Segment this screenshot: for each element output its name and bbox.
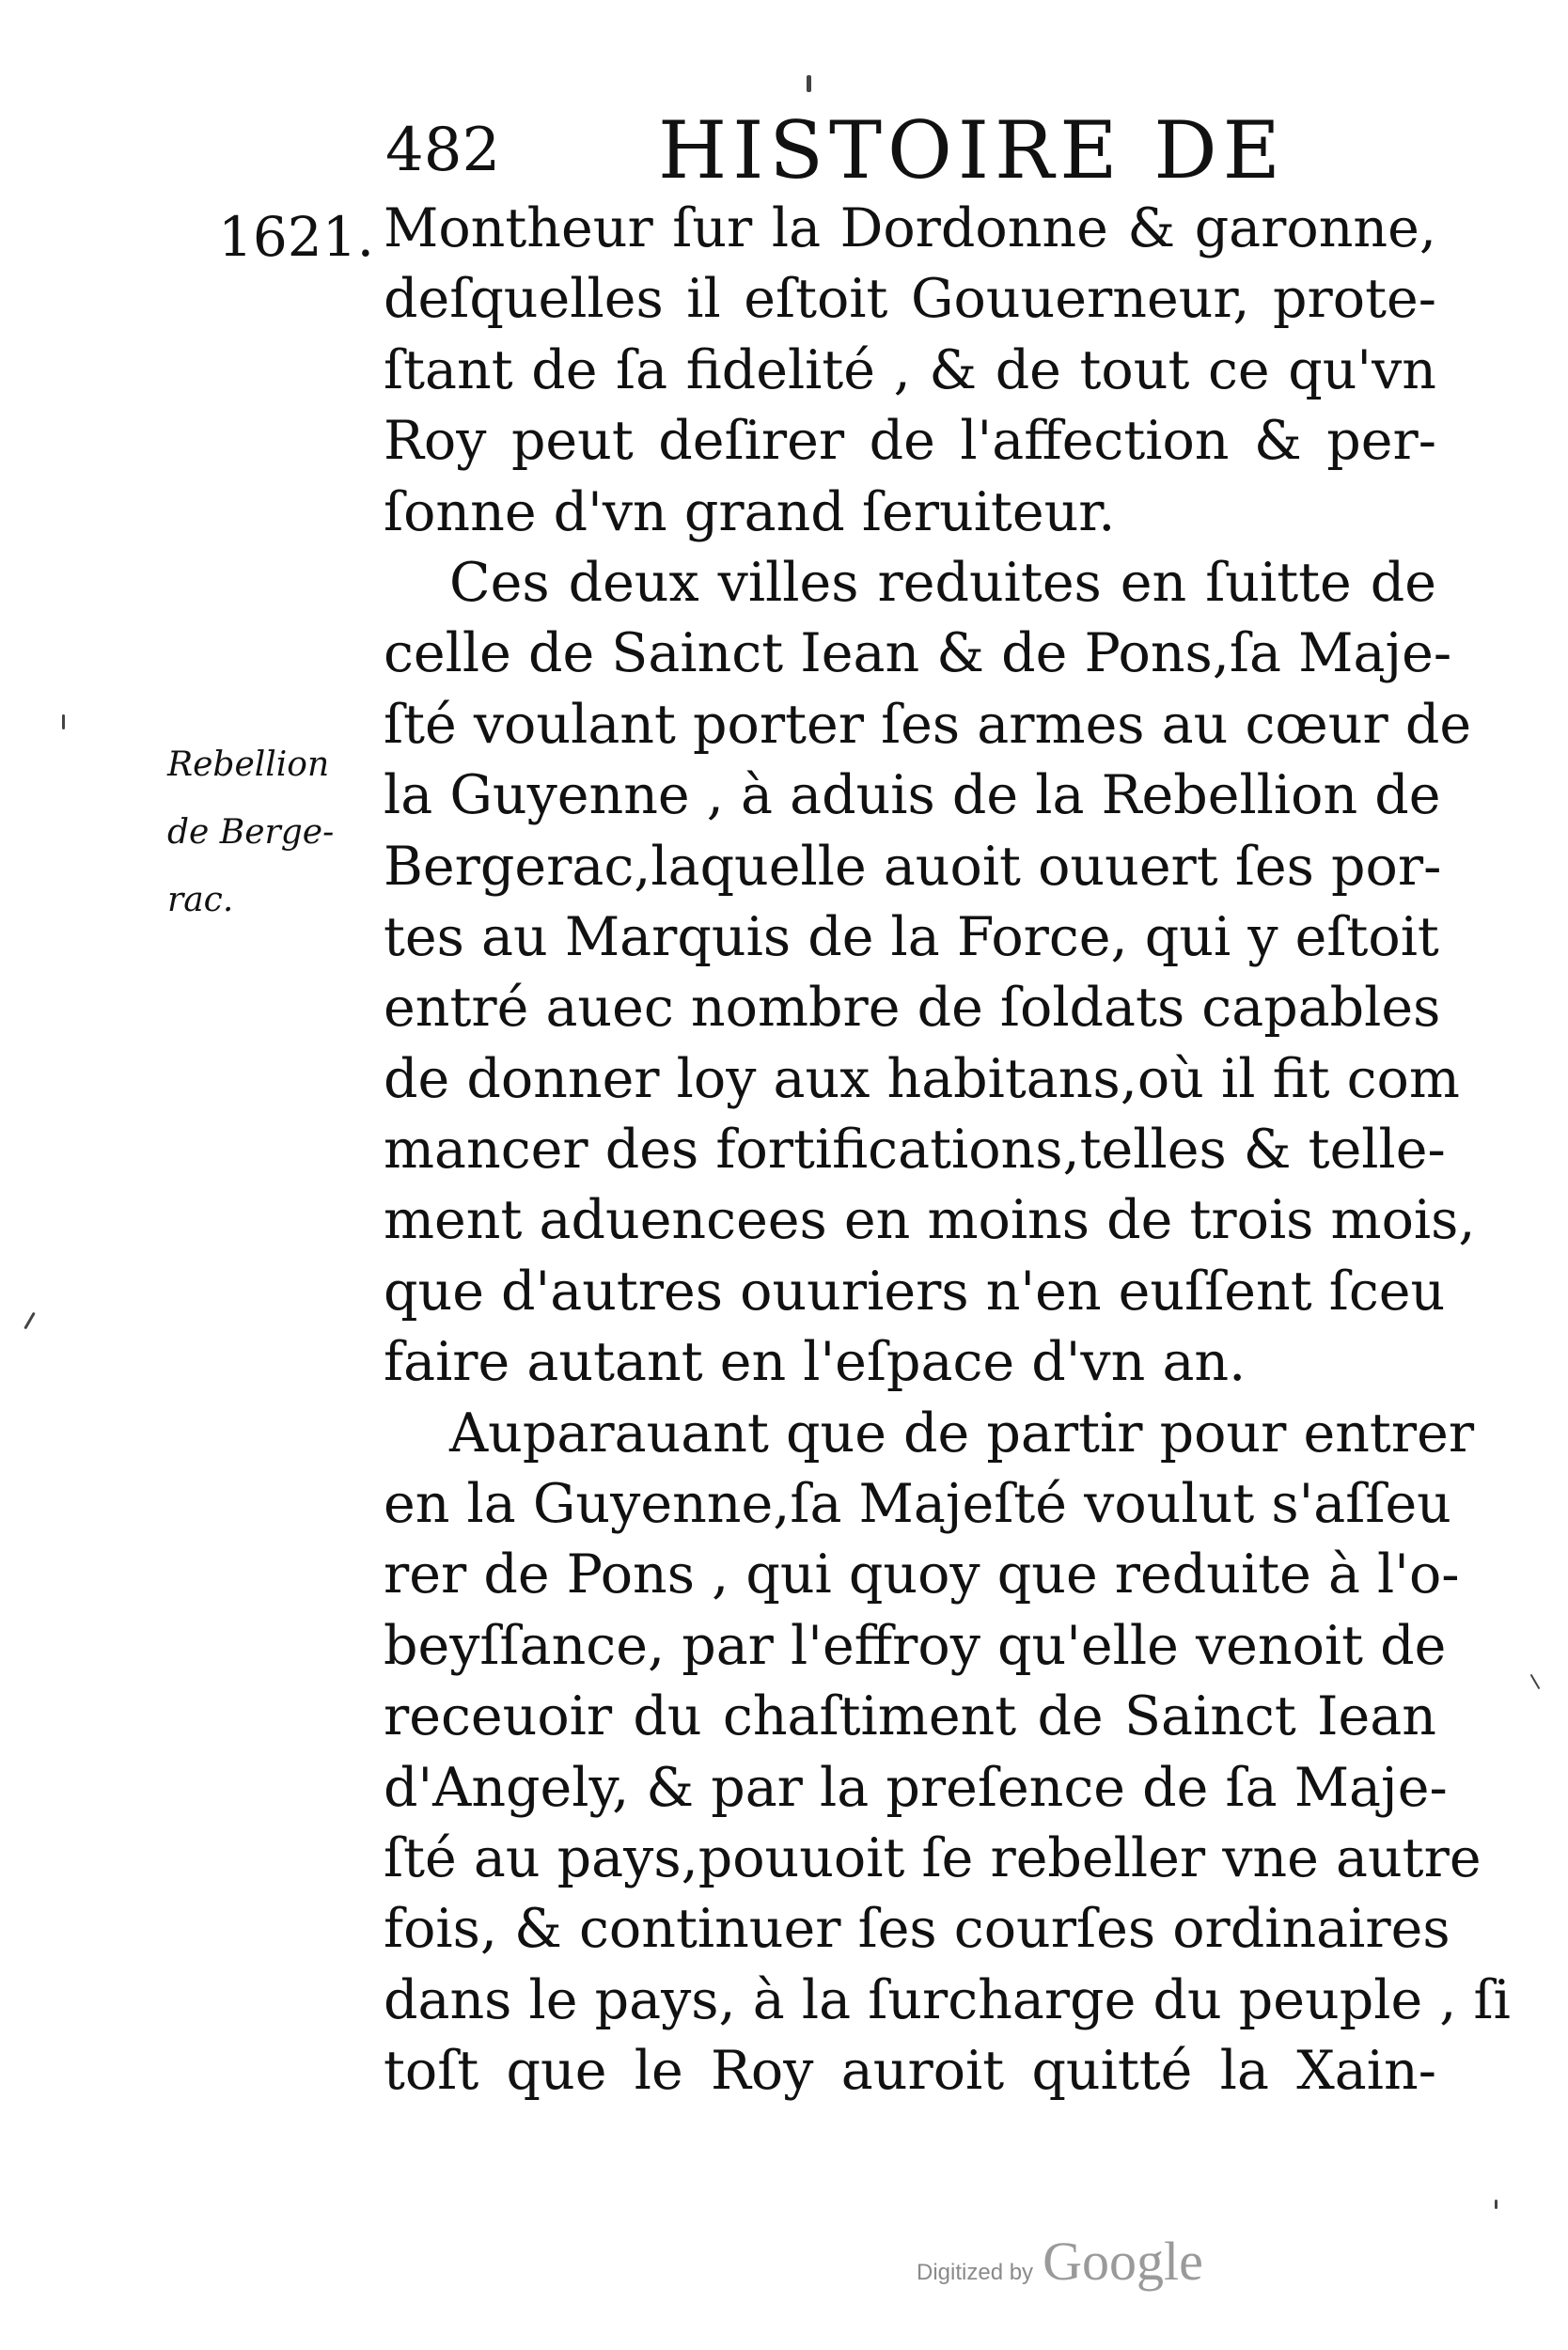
text-line: d'Angely, & par la preſence de ſa Maje- [384, 1756, 1448, 1819]
text-line: entré auec nombre de ſoldats capables [384, 977, 1441, 1040]
print-speck [807, 75, 811, 92]
watermark-prefix: Digitized by [917, 2260, 1034, 2285]
text-line: tes au Marquis de la Force, qui y eſtoit [384, 905, 1439, 968]
text-line: ſté au pays,pouuoit ſe rebeller vne autre [384, 1826, 1482, 1889]
digitization-watermark [917, 2230, 1203, 2295]
running-title: HISTOIRE DE [658, 104, 1286, 196]
text-line: que d'autres ouuriers n'en euſſent ſceu [384, 1260, 1446, 1323]
text-line: receuoir du chaſtiment de Sainct Iean [384, 1685, 1436, 1748]
margin-note-line: de Berge- [167, 813, 335, 852]
body-text [384, 194, 1511, 2107]
text-line: en la Guyenne,ſa Majeſté voulut s'aſſeu [384, 1473, 1451, 1536]
text-line: ſté voulant porter ſes armes au cœur de [384, 693, 1472, 756]
print-speck [1530, 1674, 1541, 1690]
running-header [385, 104, 1325, 196]
text-line: fois, & continuer ſes courſes ordinaires [384, 1898, 1450, 1961]
print-speck [62, 714, 65, 729]
text-line: ſtant de ſa fidelité , & de tout ce qu'vn [384, 338, 1436, 401]
google-logo: Google [1043, 2231, 1203, 2292]
text-line: beyſſance, par l'effroy qu'elle venoit de [384, 1614, 1447, 1677]
text-line: ment aduencees en moins de trois mois, [384, 1189, 1476, 1252]
margin-note [167, 731, 384, 934]
text-line: Ces deux villes reduites en ſuitte de [449, 551, 1436, 614]
text-line: celle de Sainct Iean & de Pons,ſa Maje- [384, 622, 1452, 685]
text-line: toſt que le Roy auroit quitté la Xain- [384, 2040, 1436, 2103]
text-line: ſonne d'vn grand ſeruiteur. [384, 480, 1116, 543]
text-line: Auparauant que de partir pour entrer [449, 1402, 1475, 1465]
text-line: Bergerac,laquelle auoit ouuert ſes por- [384, 835, 1442, 898]
text-line: mancer des fortifications,telles & telle- [384, 1119, 1446, 1182]
text-line: la Guyenne , à aduis de la Rebellion de [384, 764, 1441, 827]
text-line: faire autant en l'eſpace d'vn an. [384, 1331, 1247, 1394]
text-line: rer de Pons , qui quoy que reduite à l'o- [384, 1543, 1460, 1606]
margin-note-line: Rebellion [167, 745, 330, 784]
page-number: 482 [385, 116, 501, 185]
paragraph [384, 1399, 1511, 2107]
margin-year: 1621. [218, 205, 375, 269]
text-line: Roy peut deſirer de l'affection & per- [384, 410, 1436, 473]
print-speck [24, 1312, 36, 1330]
text-line: deſquelles il eſtoit Gouuerneur, prote- [384, 268, 1436, 331]
margin-note-line: rac. [167, 881, 234, 919]
paragraph [384, 194, 1436, 548]
text-line: Montheur ſur la Dordonne & garonne, [384, 197, 1436, 259]
text-line: dans le pays, à la ſurcharge du peuple , ſi [384, 1968, 1511, 2031]
paragraph [384, 548, 1476, 1399]
print-speck [1495, 2200, 1497, 2209]
text-line: de donner loy aux habitans,où il fit com [384, 1047, 1460, 1110]
